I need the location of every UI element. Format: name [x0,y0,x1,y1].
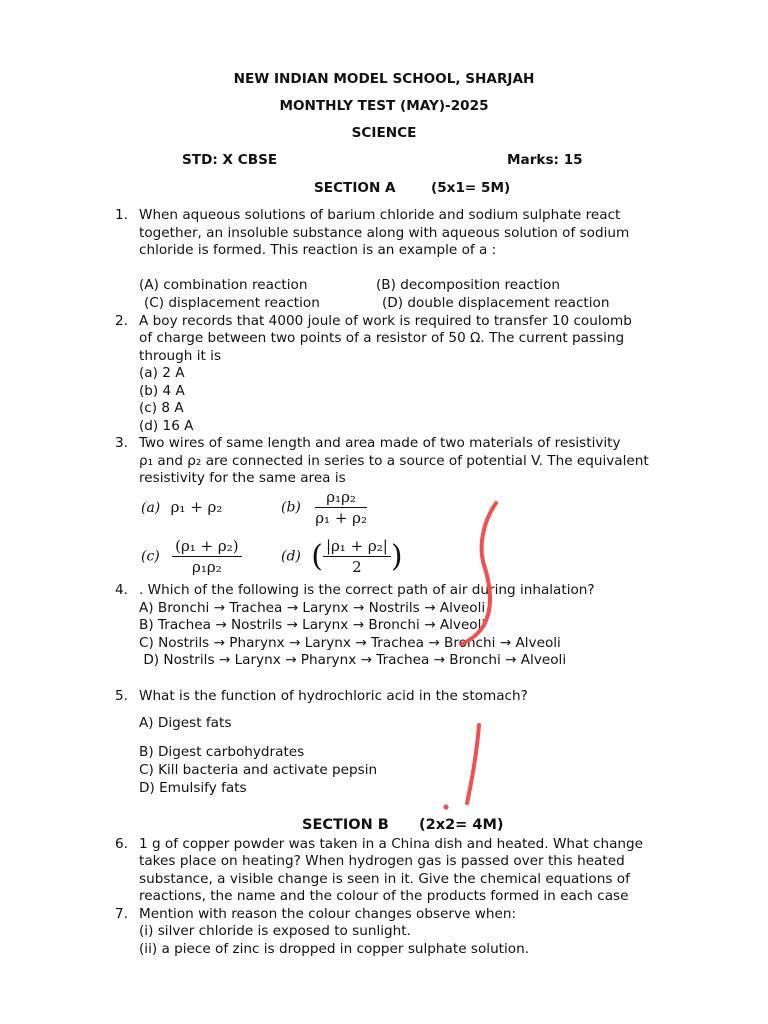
q3-line-2: ρ₁ and ρ₂ are connected in series to a source of potential V. The equivalent [139,453,649,469]
q2-option-b: (b) 4 A [139,383,185,399]
q3-option-b-label: (b) [281,499,301,516]
section-b-marks: (2x2= 4M) [419,817,504,833]
q3-option-d-label: (d) [281,548,301,565]
section-a-title: SECTION A [314,180,396,196]
subject-title: SCIENCE [351,125,417,141]
q6-number: 6. [115,836,128,852]
q6-line-1: 1 g of copper powder was taken in a China dish and heated. What change [139,836,644,852]
q3-option-c [141,537,242,576]
annotation-stroke [467,725,479,803]
q3-line-3: resistivity for the same area is [139,470,346,486]
q7-line-3: (ii) a piece of zinc is dropped in copper sulphate solution. [139,941,530,957]
annotation-dot [443,804,448,809]
q3-option-d [281,537,403,576]
q5-option-b: B) Digest carbohydrates [139,744,305,760]
std-label: STD: X CBSE [182,152,278,168]
q2-option-d: (d) 16 A [139,418,194,434]
q4-option-b: B) Trachea → Nostrils → Larynx → Bronchi → Alveoli [139,617,486,633]
q3-option-c-label: (c) [141,548,160,565]
q4-option-d: D) Nostrils → Larynx → Pharynx → Trachea → Bronchi → Alveoli [139,652,567,668]
q5-option-d: D) Emulsify fats [139,780,247,796]
q3-number: 3. [115,435,128,451]
q3-option-d-denominator: 2 [352,558,362,576]
test-title: MONTHLY TEST (MAY)-2025 [279,98,489,114]
marks-label: Marks: 15 [507,152,583,168]
q1-option-c: (C) displacement reaction [144,295,320,311]
q7-line-1: Mention with reason the colour changes observe when: [139,906,517,922]
q3-option-c-numerator: (ρ₁ + ρ₂) [172,537,241,557]
q5-option-c: C) Kill bacteria and activate pepsin [139,762,378,778]
q4-line: . Which of the following is the correct path of air during inhalation? [139,582,595,598]
q3-line-1: Two wires of same length and area made of two materials of resistivity [139,435,621,451]
q6-line-3: substance, a visible change is seen in it. Give the chemical equations of [139,871,630,887]
q2-number: 2. [115,313,128,329]
q1-number: 1. [115,207,128,223]
q3-option-a [141,498,222,516]
q4-option-a: A) Bronchi → Trachea → Larynx → Nostrils → Alveoli [139,600,486,616]
q1-line-3: chloride is formed. This reaction is an example of a : [139,242,497,258]
q6-line-2: takes place on heating? When hydrogen gas is passed over this heated [139,853,625,869]
q3-option-b-denominator: ρ₁ + ρ₂ [315,509,367,527]
q1-line-2: together, an insoluble substance along with aqueous solution of sodium [139,225,630,241]
q1-option-a: (A) combination reaction [139,277,308,293]
q3-option-d-left-paren: ( [311,539,323,574]
q3-option-b-numerator: ρ₁ρ₂ [315,488,367,508]
q2-option-c: (c) 8 A [139,400,184,416]
q7-number: 7. [115,906,128,922]
q3-option-c-denominator: ρ₁ρ₂ [192,558,222,576]
q5-option-a: A) Digest fats [139,715,232,731]
q3-option-d-right-paren: ) [390,539,403,574]
q2-line-1: A boy records that 4000 joule of work is required to transfer 10 coulomb [139,313,632,329]
q2-option-a: (a) 2 A [139,365,185,381]
q4-number: 4. [115,582,128,598]
q4-option-c: C) Nostrils → Pharynx → Larynx → Trachea → Bronchi → Alveoli [139,635,561,651]
q3-option-d-numerator: |ρ₁ + ρ₂| [323,537,391,557]
q6-line-4: reactions, the name and the colour of the products formed in each case [139,888,629,904]
q5-line: What is the function of hydrochloric acid in the stomach? [139,688,528,704]
q1-option-b: (B) decomposition reaction [376,277,560,293]
school-name: NEW INDIAN MODEL SCHOOL, SHARJAH [233,71,535,87]
q5-number: 5. [115,688,128,704]
section-a-marks: (5x1= 5M) [431,180,511,196]
q3-option-a-expr: ρ₁ + ρ₂ [170,498,223,516]
q1-line-1: When aqueous solutions of barium chloride and sodium sulphate react [139,207,621,223]
q2-line-2: of charge between two points of a resistor of 50 Ω. The current passing [139,330,625,346]
q3-option-b [281,488,367,527]
q2-line-3: through it is [139,348,222,364]
q3-option-a-label: (a) [141,500,161,516]
q7-line-2: (i) silver chloride is exposed to sunlight. [139,923,411,939]
section-b-title: SECTION B [302,817,389,833]
q1-option-d: (D) double displacement reaction [382,295,610,311]
